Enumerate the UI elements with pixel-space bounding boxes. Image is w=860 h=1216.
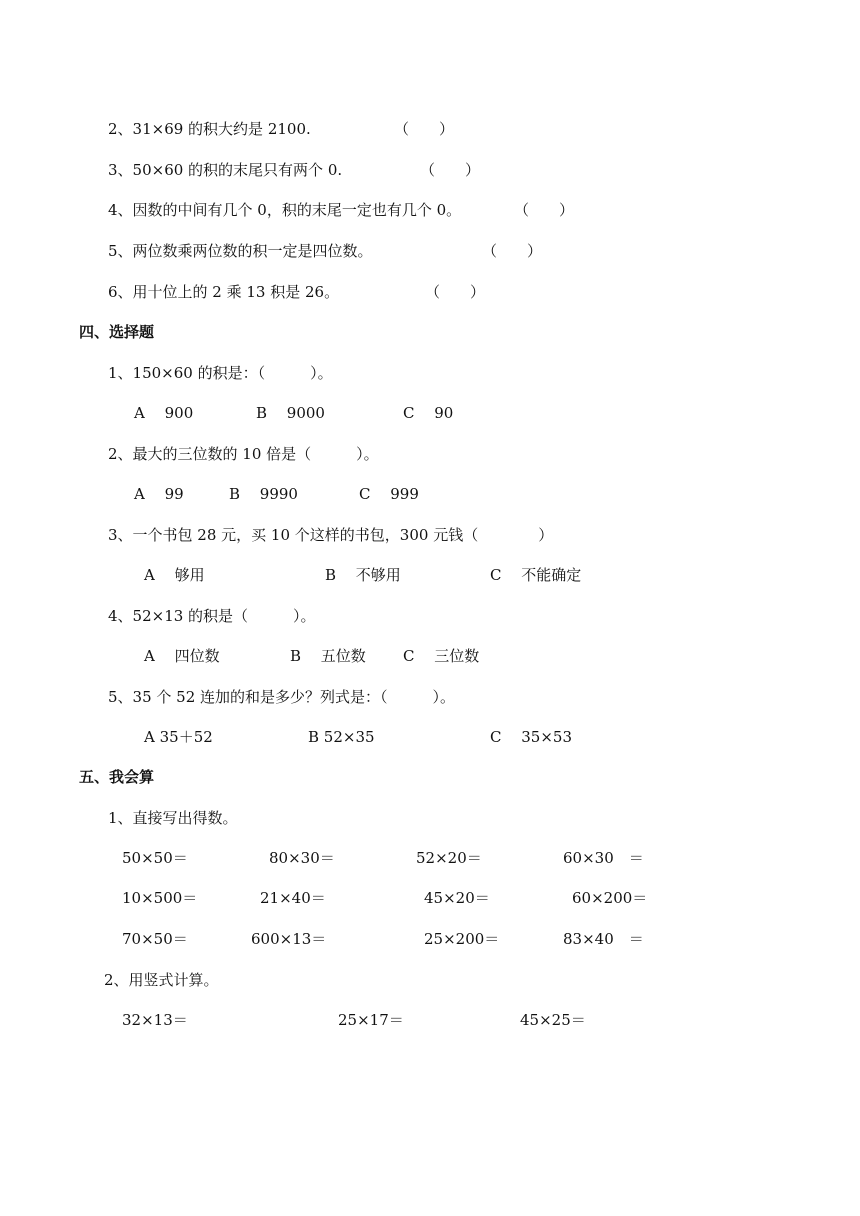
calc-sub-vertical: 2、用竖式计算。 [104, 971, 219, 989]
section-title-calc: 五、我会算 [79, 768, 155, 786]
section-title-choice: 四、选择题 [79, 323, 155, 341]
judge-answer-blank-6[interactable]: （ ） [425, 283, 486, 301]
choice-question-3: 3、一个书包 28 元，买 10 个这样的书包，300 元钱（ ） [108, 526, 554, 544]
calc-item[interactable]: 10×500＝ [122, 889, 198, 907]
choice-option-3a[interactable]: A 够用 [144, 566, 205, 584]
choice-option-4b[interactable]: B 五位数 [290, 647, 366, 665]
choice-option-3b[interactable]: B 不够用 [325, 566, 401, 584]
choice-option-3c[interactable]: C 不能确定 [490, 566, 582, 584]
judge-item-5: 5、两位数乘两位数的积一定是四位数。 [108, 242, 373, 260]
choice-option-1a[interactable]: A 900 [134, 404, 194, 422]
judge-answer-blank-4[interactable]: （ ） [514, 201, 575, 219]
calc-item[interactable]: 45×20＝ [424, 889, 490, 907]
judge-item-3: 3、50×60 的积的末尾只有两个 0. [108, 161, 343, 179]
calc-item[interactable]: 80×30＝ [269, 849, 335, 867]
calc-item[interactable]: 50×50＝ [122, 849, 188, 867]
calc-item[interactable]: 21×40＝ [260, 889, 326, 907]
choice-option-4c[interactable]: C 三位数 [403, 647, 480, 665]
judge-item-4: 4、因数的中间有几个 0，积的末尾一定也有几个 0。 [108, 201, 462, 219]
vertical-calc-item[interactable]: 45×25＝ [520, 1011, 586, 1029]
judge-answer-blank-5[interactable]: （ ） [482, 242, 543, 260]
choice-option-5b[interactable]: B 52×35 [308, 728, 375, 746]
judge-item-2: 2、31×69 的积大约是 2100. [108, 120, 311, 138]
vertical-calc-item[interactable]: 32×13＝ [122, 1011, 188, 1029]
judge-item-6: 6、用十位上的 2 乘 13 积是 26。 [108, 283, 340, 301]
choice-question-4: 4、52×13 的积是（ ）。 [108, 607, 316, 625]
choice-option-5c[interactable]: C 35×53 [490, 728, 572, 746]
judge-answer-blank-2[interactable]: （ ） [394, 120, 455, 138]
calc-item[interactable]: 52×20＝ [416, 849, 482, 867]
choice-question-1: 1、150×60 的积是：（ ）。 [108, 364, 333, 382]
choice-option-1b[interactable]: B 9000 [256, 404, 325, 422]
judge-answer-blank-3[interactable]: （ ） [420, 161, 481, 179]
calc-item[interactable]: 25×200＝ [424, 930, 500, 948]
calc-item[interactable]: 83×40 ＝ [563, 930, 644, 948]
choice-option-2a[interactable]: A 99 [134, 485, 184, 503]
choice-option-2c[interactable]: C 999 [359, 485, 419, 503]
calc-item[interactable]: 70×50＝ [122, 930, 188, 948]
vertical-calc-item[interactable]: 25×17＝ [338, 1011, 404, 1029]
choice-option-4a[interactable]: A 四位数 [144, 647, 220, 665]
choice-question-2: 2、最大的三位数的 10 倍是（ ）。 [108, 445, 379, 463]
choice-question-5: 5、35 个 52 连加的和是多少？列式是：（ ）。 [108, 688, 456, 706]
calc-item[interactable]: 60×200＝ [572, 889, 648, 907]
calc-item[interactable]: 600×13＝ [251, 930, 327, 948]
choice-option-5a[interactable]: A 35＋52 [144, 728, 213, 746]
calc-item[interactable]: 60×30 ＝ [563, 849, 644, 867]
calc-sub-direct: 1、直接写出得数。 [108, 809, 238, 827]
choice-option-1c[interactable]: C 90 [403, 404, 454, 422]
choice-option-2b[interactable]: B 9990 [229, 485, 298, 503]
